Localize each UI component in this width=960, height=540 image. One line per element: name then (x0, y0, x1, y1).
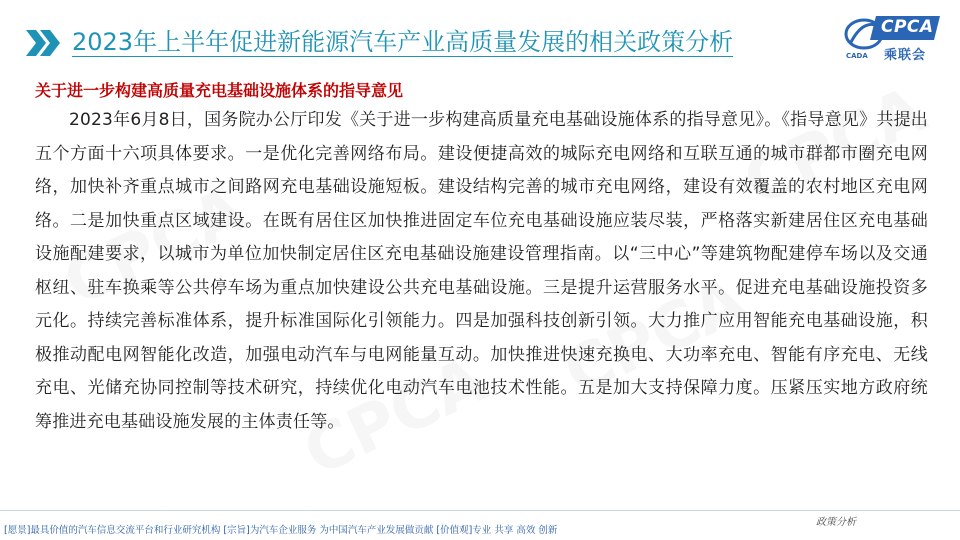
logo-small-text: CADA (846, 52, 868, 60)
logo-subtitle: 乘联会 (884, 48, 927, 63)
double-chevron-icon (24, 28, 64, 58)
footer-divider (0, 510, 960, 511)
page-title: 2023年上半年促进新能源汽车产业高质量发展的相关政策分析 (72, 28, 734, 56)
section-heading: 关于进一步构建高质量充电基础设施体系的指导意见 (35, 81, 404, 100)
logo-name: CPCA (881, 17, 934, 37)
footer-section-label: 政策分析 (816, 517, 856, 528)
section-body: 2023年6月8日，国务院办公厅印发《关于进一步构建高质量充电基础设施体系的指导意见》。《指导意见》共提出五个方面十六项具体要求。一是优化完善网络布局。建设便捷高效的城际充电网络和互联互通的城市群都市圈充电网络，加快补齐重点城市之间路网充电基础设施短板。建设结构完善的城市充电网络，建设有效覆盖的农村地区充电网络。二是加快重点区域建设。在既有居住区加快推进固定车位充电基础设施应装尽装，严格落实新建居住区充电基础设施配建要求，以城市为单位加快制定居住区充电基础设施建设管理指南。以“三中心”等建筑物配建停车场以及交通枢纽、驻车换乘等公共停车场为重点加快建设公共充电基础设施。三是提升运营服务水平。促进充电基础设施投资多元化。持续完善标准体系，提升标准国际化引领能力。四是加强科技创新引领。大力推广应用智能充电基础设施，积极推动配电网智能化改造，加强电动汽车与电网能量互动。加快推进快速充换电、大功率充电、智能有序充电、无线充电、光储充协同控制等技术研究，持续优化电动汽车电池技术性能。五是加大支持保障力度。压紧压实地方政府统筹推进充电基础设施发展的主体责任等。 (35, 110, 928, 432)
footer-mission: [愿景]最具价值的汽车信息交流平台和行业研究机构 [宗旨]为汽车企业服务 为中国汽车产业发展做贡献 [价值观]专业 共享 高效 创新 (4, 525, 558, 536)
